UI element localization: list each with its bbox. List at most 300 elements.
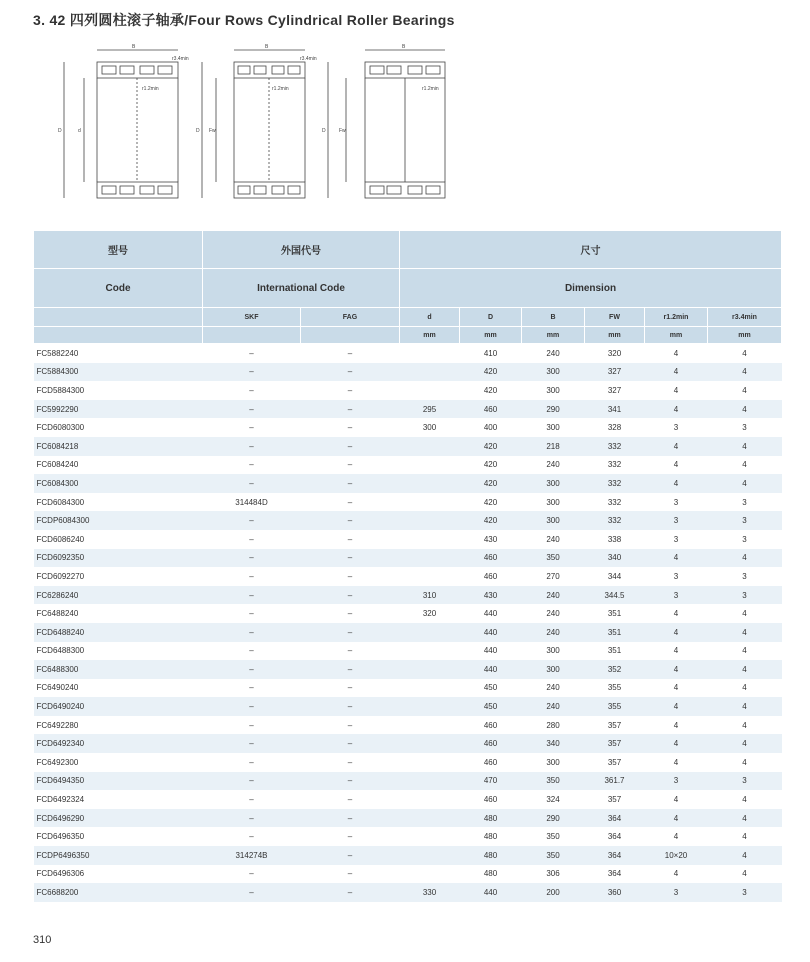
table-row <box>34 660 782 679</box>
table-row <box>34 456 782 475</box>
dim-d-label-1: d <box>78 128 81 134</box>
cell-fw: 332 <box>585 511 645 530</box>
cell-fw: 364 <box>607 869 622 879</box>
cell-skf: – <box>249 869 254 879</box>
cell-fw: 327 <box>585 363 645 382</box>
cell-D: 420 <box>460 511 522 530</box>
unit-d: mm <box>400 327 460 344</box>
cell-skf: – <box>203 437 301 456</box>
subheader-r34: r3.4min <box>708 308 782 327</box>
unit-blank-skf <box>203 327 301 344</box>
cell-d <box>400 437 460 456</box>
dim-B-label-3: B <box>402 44 406 50</box>
cell-fw: 355 <box>607 683 622 693</box>
cell-skf: – <box>203 883 301 902</box>
bearing-specifications-table <box>33 230 782 902</box>
page-title: 3. 42 四列圆柱滚子轴承/Four Rows Cylindrical Roller Bearings <box>33 12 455 28</box>
cell-B: 300 <box>546 423 560 433</box>
cell-B: 240 <box>546 348 560 358</box>
cell-d <box>400 530 460 549</box>
unit-r12: mm <box>645 327 708 344</box>
cell-r12: 4 <box>645 437 708 456</box>
table-row <box>34 865 782 884</box>
cell-B: 218 <box>522 437 585 456</box>
cell-skf: – <box>249 795 254 805</box>
cell-fag: – <box>301 660 400 679</box>
header-intl-en: International Code <box>203 269 400 308</box>
cell-d: 295 <box>400 400 460 419</box>
cell-r34: 4 <box>742 869 747 879</box>
table-row <box>34 344 782 363</box>
table-row <box>34 400 782 419</box>
cell-code: FC6488240 <box>36 609 79 619</box>
cell-D: 420 <box>483 460 498 470</box>
cell-fw: 351 <box>585 623 645 642</box>
cell-code: FCD6496306 <box>36 869 85 879</box>
cell-B: 350 <box>522 846 585 865</box>
cell-code: FCD6496350 <box>36 832 85 842</box>
subheader-B: B <box>522 308 585 327</box>
table-row <box>34 883 782 902</box>
cell-fw: 361.7 <box>585 772 645 791</box>
cell-r34: 4 <box>742 683 747 693</box>
cell-skf: – <box>203 809 301 828</box>
cell-fw: 341 <box>585 400 645 419</box>
cell-fw: 364 <box>585 846 645 865</box>
cell-fag: – <box>301 549 400 568</box>
cell-fw: 332 <box>585 437 645 456</box>
table-row <box>34 418 782 437</box>
page-number: 310 <box>33 934 52 946</box>
cell-B: 306 <box>546 869 560 879</box>
dim-r3-label-1: r3.4min <box>172 56 189 62</box>
cell-fw: 357 <box>585 734 645 753</box>
cell-r12: 4 <box>673 869 679 879</box>
cell-r12: 3 <box>645 586 708 605</box>
cell-d <box>400 363 460 382</box>
table-row <box>34 772 782 791</box>
cell-skf: – <box>203 511 301 530</box>
cell-fw: 320 <box>607 348 622 358</box>
cell-D: 420 <box>483 497 498 507</box>
cell-D: 420 <box>460 474 522 493</box>
cell-code: FC6084300 <box>34 474 203 493</box>
cell-r12: 10×20 <box>645 846 708 865</box>
cell-code: FCD6084300 <box>36 497 85 507</box>
cell-r34: 3 <box>708 511 782 530</box>
cell-fag: – <box>347 720 353 730</box>
cell-r34: 3 <box>708 883 782 902</box>
cell-B: 280 <box>546 720 560 730</box>
dim-r1-label-1: r1.2min <box>142 86 159 92</box>
cell-code: FC5882240 <box>36 348 79 358</box>
cell-skf: – <box>249 832 254 842</box>
cell-d <box>400 753 460 772</box>
cell-fw: 327 <box>607 385 622 395</box>
cell-D: 430 <box>460 586 522 605</box>
cell-r34: 3 <box>742 423 747 433</box>
subheader-fw: FW <box>585 308 645 327</box>
cell-B: 300 <box>546 646 560 656</box>
dim-D-label-3: D <box>322 128 326 134</box>
cell-r34: 4 <box>708 363 782 382</box>
cell-d <box>400 660 460 679</box>
cell-r12: 4 <box>673 683 679 693</box>
cell-B: 290 <box>522 400 585 419</box>
cell-fw: 357 <box>607 795 622 805</box>
cell-code: FCD6092350 <box>34 549 203 568</box>
subheader-blank <box>34 308 203 327</box>
cell-skf: – <box>249 720 254 730</box>
cell-r34: 4 <box>708 660 782 679</box>
cell-fw: 332 <box>607 497 622 507</box>
cell-D: 460 <box>483 571 498 581</box>
bearing-figure-2 <box>196 44 317 198</box>
cell-fag: – <box>347 795 353 805</box>
cell-r34: 4 <box>742 385 747 395</box>
cell-r34: 3 <box>708 772 782 791</box>
cell-skf: – <box>249 609 254 619</box>
cell-fag: – <box>347 683 353 693</box>
cell-r12: 4 <box>673 795 679 805</box>
cell-skf: – <box>249 348 254 358</box>
cell-r12: 3 <box>645 511 708 530</box>
cell-r34: 4 <box>708 437 782 456</box>
cell-fw: 344.5 <box>585 586 645 605</box>
cell-fw: 364 <box>607 832 622 842</box>
cell-B: 300 <box>522 660 585 679</box>
table-row <box>34 437 782 456</box>
table-row <box>34 549 782 568</box>
cell-B: 240 <box>522 623 585 642</box>
cell-r12: 4 <box>645 734 708 753</box>
cell-D: 450 <box>460 697 522 716</box>
cell-code: FCD6488300 <box>36 646 85 656</box>
cell-r12: 4 <box>673 460 679 470</box>
unit-r34: mm <box>708 327 782 344</box>
cell-B: 200 <box>522 883 585 902</box>
cell-code: FC6084218 <box>34 437 203 456</box>
cell-skf: – <box>203 363 301 382</box>
cell-d <box>400 772 460 791</box>
cell-D: 450 <box>483 683 498 693</box>
cell-r34: 4 <box>742 795 747 805</box>
dim-B-label-2: B <box>265 44 269 50</box>
cell-B: 240 <box>546 683 560 693</box>
cell-D: 480 <box>483 869 498 879</box>
cell-r12: 4 <box>673 720 679 730</box>
cell-fw: 357 <box>607 720 622 730</box>
cell-skf: – <box>249 683 254 693</box>
table-row <box>34 567 782 586</box>
cell-fag: – <box>347 497 353 507</box>
cell-r12: 4 <box>645 809 708 828</box>
bearing-table-container <box>33 230 781 902</box>
cell-fag: – <box>347 571 353 581</box>
cell-fag: – <box>347 832 353 842</box>
cell-skf: – <box>203 474 301 493</box>
unit-D: mm <box>460 327 522 344</box>
cell-d: 300 <box>422 423 437 433</box>
cell-fag: – <box>301 437 400 456</box>
cell-d <box>400 846 460 865</box>
table-row <box>34 809 782 828</box>
cell-r12: 4 <box>645 400 708 419</box>
cell-d <box>400 493 460 512</box>
dim-r1-label-2: r1.2min <box>272 86 289 92</box>
cell-skf: – <box>203 772 301 791</box>
cell-d <box>400 679 460 698</box>
cell-code: FC6492300 <box>36 757 79 767</box>
cell-code: FCD6494350 <box>34 772 203 791</box>
cell-fag: – <box>347 385 353 395</box>
cell-fag: – <box>347 757 353 767</box>
cell-skf: – <box>203 586 301 605</box>
cell-code: FCD6492340 <box>34 734 203 753</box>
header-code-cn: 型号 <box>34 231 203 269</box>
cell-r34: 4 <box>742 832 747 842</box>
cell-D: 480 <box>483 832 498 842</box>
cell-D: 460 <box>460 400 522 419</box>
cell-r12: 4 <box>673 757 679 767</box>
cell-skf: – <box>249 385 254 395</box>
cell-D: 440 <box>483 609 498 619</box>
cell-B: 350 <box>522 772 585 791</box>
table-row <box>34 846 782 865</box>
bearing-figure-3 <box>322 44 445 198</box>
table-row <box>34 363 782 382</box>
cell-r12: 4 <box>645 660 708 679</box>
cell-d <box>400 734 460 753</box>
table-row <box>34 623 782 642</box>
cell-fw: 357 <box>607 757 622 767</box>
cell-code: FCD6080300 <box>36 423 85 433</box>
cell-skf: – <box>249 423 254 433</box>
cell-r34: 4 <box>742 460 747 470</box>
cell-B: 240 <box>546 609 560 619</box>
cell-fag: – <box>301 734 400 753</box>
cell-code: FC6084240 <box>36 460 79 470</box>
table-row <box>34 511 782 530</box>
subheader-r12: r1.2min <box>645 308 708 327</box>
cell-code: FCD6492324 <box>36 795 85 805</box>
dim-D-label-1: D <box>58 128 62 134</box>
cell-r34: 4 <box>708 809 782 828</box>
cell-B: 324 <box>546 795 560 805</box>
cell-B: 350 <box>546 832 560 842</box>
cell-D: 460 <box>483 795 498 805</box>
cell-code: FC5992290 <box>34 400 203 419</box>
subheader-skf: SKF <box>203 308 301 327</box>
cell-D: 440 <box>460 660 522 679</box>
cell-B: 240 <box>546 460 560 470</box>
cell-skf: – <box>249 571 254 581</box>
dim-Fw-label-3: Fw <box>339 128 346 134</box>
cell-code: FCD6086240 <box>36 534 85 544</box>
cell-B: 300 <box>522 474 585 493</box>
dim-r3-label-2: r3.4min <box>300 56 317 62</box>
cell-D: 410 <box>483 348 498 358</box>
cell-D: 440 <box>483 646 498 656</box>
cell-fag: – <box>301 697 400 716</box>
table-row <box>34 642 782 661</box>
cell-code: FCD6490240 <box>34 697 203 716</box>
cell-d <box>400 381 460 400</box>
unit-B: mm <box>522 327 585 344</box>
dim-D-label-2: D <box>196 128 200 134</box>
table-row <box>34 493 782 512</box>
bearing-figure-1 <box>58 44 189 198</box>
cell-d <box>400 456 460 475</box>
cell-code: FC5884300 <box>34 363 203 382</box>
cell-B: 340 <box>522 734 585 753</box>
table-row <box>34 716 782 735</box>
cell-D: 440 <box>460 883 522 902</box>
cell-code: FC6286240 <box>34 586 203 605</box>
cell-r34: 4 <box>708 474 782 493</box>
cell-r12: 3 <box>673 423 679 433</box>
unit-fw: mm <box>585 327 645 344</box>
cell-r12: 4 <box>645 474 708 493</box>
cell-code: FC6688200 <box>34 883 203 902</box>
cell-B: 300 <box>522 511 585 530</box>
cell-fag: – <box>347 460 353 470</box>
cell-r12: 3 <box>673 534 679 544</box>
cell-skf: – <box>203 400 301 419</box>
cell-D: 440 <box>460 623 522 642</box>
cell-skf: – <box>203 623 301 642</box>
cell-r12: 4 <box>673 832 679 842</box>
table-row <box>34 604 782 623</box>
cell-B: 350 <box>522 549 585 568</box>
table-row <box>34 734 782 753</box>
cell-fag: – <box>301 623 400 642</box>
header-dimension-en: Dimension <box>400 269 782 308</box>
cell-r12: 3 <box>673 497 679 507</box>
cell-code: FCDP6084300 <box>34 511 203 530</box>
dim-B-label-1: B <box>132 44 136 50</box>
cell-d <box>400 549 460 568</box>
cell-code: FCD6496290 <box>34 809 203 828</box>
cell-r34: 4 <box>708 697 782 716</box>
cell-code: FC6492280 <box>36 720 79 730</box>
cell-fw: 351 <box>607 646 622 656</box>
cell-fag: – <box>301 400 400 419</box>
cell-fw: 344 <box>607 571 622 581</box>
cell-fw: 340 <box>585 549 645 568</box>
cell-code: FCD5884300 <box>36 385 85 395</box>
subheader-fag: FAG <box>301 308 400 327</box>
cell-r34: 4 <box>708 734 782 753</box>
cell-r12: 4 <box>645 623 708 642</box>
cell-skf: – <box>203 549 301 568</box>
cell-code: FC6490240 <box>36 683 79 693</box>
cell-d <box>400 642 460 661</box>
cell-code: FC6488300 <box>34 660 203 679</box>
cell-d <box>400 865 460 884</box>
cell-fw: 338 <box>607 534 622 544</box>
cell-r34: 4 <box>742 609 747 619</box>
cell-D: 470 <box>460 772 522 791</box>
cell-fag: – <box>347 646 353 656</box>
cell-r34: 4 <box>708 549 782 568</box>
table-row <box>34 381 782 400</box>
bearing-cross-section-figures <box>50 40 470 210</box>
cell-d: 320 <box>422 609 437 619</box>
cell-B: 240 <box>522 697 585 716</box>
header-code-en: Code <box>34 269 203 308</box>
cell-B: 240 <box>546 534 560 544</box>
cell-skf: 314274B <box>203 846 301 865</box>
table-row <box>34 530 782 549</box>
cell-B: 290 <box>522 809 585 828</box>
cell-B: 300 <box>546 757 560 767</box>
cell-skf: – <box>203 660 301 679</box>
cell-fw: 332 <box>607 460 622 470</box>
cell-skf: – <box>249 646 254 656</box>
cell-fag: – <box>347 423 353 433</box>
header-dimension-cn: 尺寸 <box>400 231 782 269</box>
cell-r12: 4 <box>673 609 679 619</box>
cell-skf: – <box>203 697 301 716</box>
cell-fag: – <box>301 474 400 493</box>
cell-B: 240 <box>522 586 585 605</box>
cell-d <box>400 697 460 716</box>
cell-D: 420 <box>460 437 522 456</box>
cell-fag: – <box>301 511 400 530</box>
cell-fw: 332 <box>585 474 645 493</box>
cell-d <box>400 623 460 642</box>
cell-r12: 4 <box>645 697 708 716</box>
cell-skf: – <box>249 534 254 544</box>
cell-D: 460 <box>460 734 522 753</box>
table-row <box>34 679 782 698</box>
cell-fag: – <box>347 534 353 544</box>
cell-r12: 3 <box>645 772 708 791</box>
cell-B: 300 <box>522 363 585 382</box>
table-row <box>34 790 782 809</box>
unit-blank-fag <box>301 327 400 344</box>
cell-D: 480 <box>460 846 522 865</box>
cell-D: 460 <box>460 549 522 568</box>
dim-r1-label-3: r1.2min <box>422 86 439 92</box>
cell-fag: – <box>347 348 353 358</box>
table-body <box>34 344 782 902</box>
cell-d <box>400 344 460 363</box>
cell-d <box>400 809 460 828</box>
cell-B: 270 <box>546 571 560 581</box>
cell-r12: 4 <box>673 348 679 358</box>
cell-r34: 3 <box>742 534 747 544</box>
cell-fw: 328 <box>607 423 622 433</box>
cell-fag: – <box>301 883 400 902</box>
cell-skf: – <box>203 734 301 753</box>
cell-fag: – <box>301 809 400 828</box>
cell-d: 330 <box>400 883 460 902</box>
cell-D: 460 <box>483 720 498 730</box>
cell-D: 480 <box>460 809 522 828</box>
table-row <box>34 753 782 772</box>
cell-fw: 352 <box>585 660 645 679</box>
table-row <box>34 697 782 716</box>
cell-fw: 355 <box>585 697 645 716</box>
cell-B: 300 <box>546 385 560 395</box>
cell-r34: 4 <box>742 757 747 767</box>
cell-r12: 4 <box>673 646 679 656</box>
cell-fw: 364 <box>585 809 645 828</box>
cell-fw: 360 <box>585 883 645 902</box>
cell-d <box>400 790 460 809</box>
